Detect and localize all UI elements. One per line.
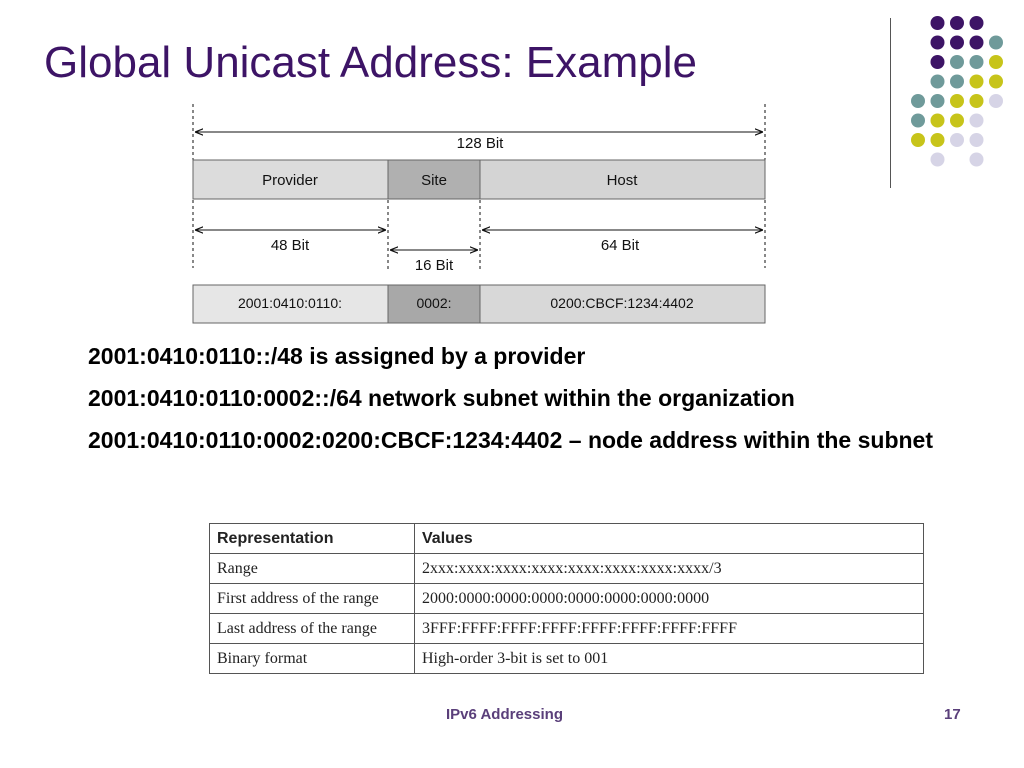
table-row — [210, 614, 924, 644]
host-bits-label: 64 Bit — [600, 237, 640, 254]
table-row — [210, 584, 924, 614]
bullet-subnet: 2001:0410:0110:0002::/64 network subnet within the organization — [88, 385, 795, 411]
table-cell: Last address of the range — [210, 614, 415, 644]
table-row — [210, 554, 924, 584]
site-value: 0002: — [416, 295, 452, 311]
segment-host-label: Host — [606, 172, 638, 189]
bullet-list — [88, 342, 988, 468]
host-value: 0200:CBCF:1234:4402 — [550, 295, 694, 311]
table-cell: Binary format — [210, 644, 415, 674]
table-cell: 3FFF:FFFF:FFFF:FFFF:FFFF:FFFF:FFFF:FFFF — [415, 614, 924, 644]
segment-provider-label: Provider — [262, 172, 318, 189]
bullet-provider: 2001:0410:0110::/48 is assigned by a provider — [88, 343, 586, 369]
table-cell: First address of the range — [210, 584, 415, 614]
table-row — [210, 644, 924, 674]
segment-site-label: Site — [421, 172, 447, 189]
representation-table — [209, 523, 924, 674]
provider-value: 2001:0410:0110: — [237, 295, 343, 311]
table-cell: 2xxx:xxxx:xxxx:xxxx:xxxx:xxxx:xxxx:xxxx/3 — [415, 554, 924, 584]
table-header: Values — [415, 524, 924, 554]
page-number: 17 — [944, 706, 961, 723]
table-cell: Range — [210, 554, 415, 584]
table-header: Representation — [210, 524, 415, 554]
address-diagram — [0, 0, 1024, 340]
table-cell: High-order 3-bit is set to 001 — [415, 644, 924, 674]
total-bits-label: 128 Bit — [456, 135, 504, 152]
provider-bits-label: 48 Bit — [270, 237, 310, 254]
bullet-node: 2001:0410:0110:0002:0200:CBCF:1234:4402 – node address within the subnet — [88, 427, 933, 453]
table-header-row — [210, 524, 924, 554]
slide-title: Global Unicast Address: Example — [44, 38, 697, 87]
table-cell: 2000:0000:0000:0000:0000:0000:0000:0000 — [415, 584, 924, 614]
site-bits-label: 16 Bit — [414, 257, 454, 274]
footer-title: IPv6 Addressing — [446, 706, 563, 723]
